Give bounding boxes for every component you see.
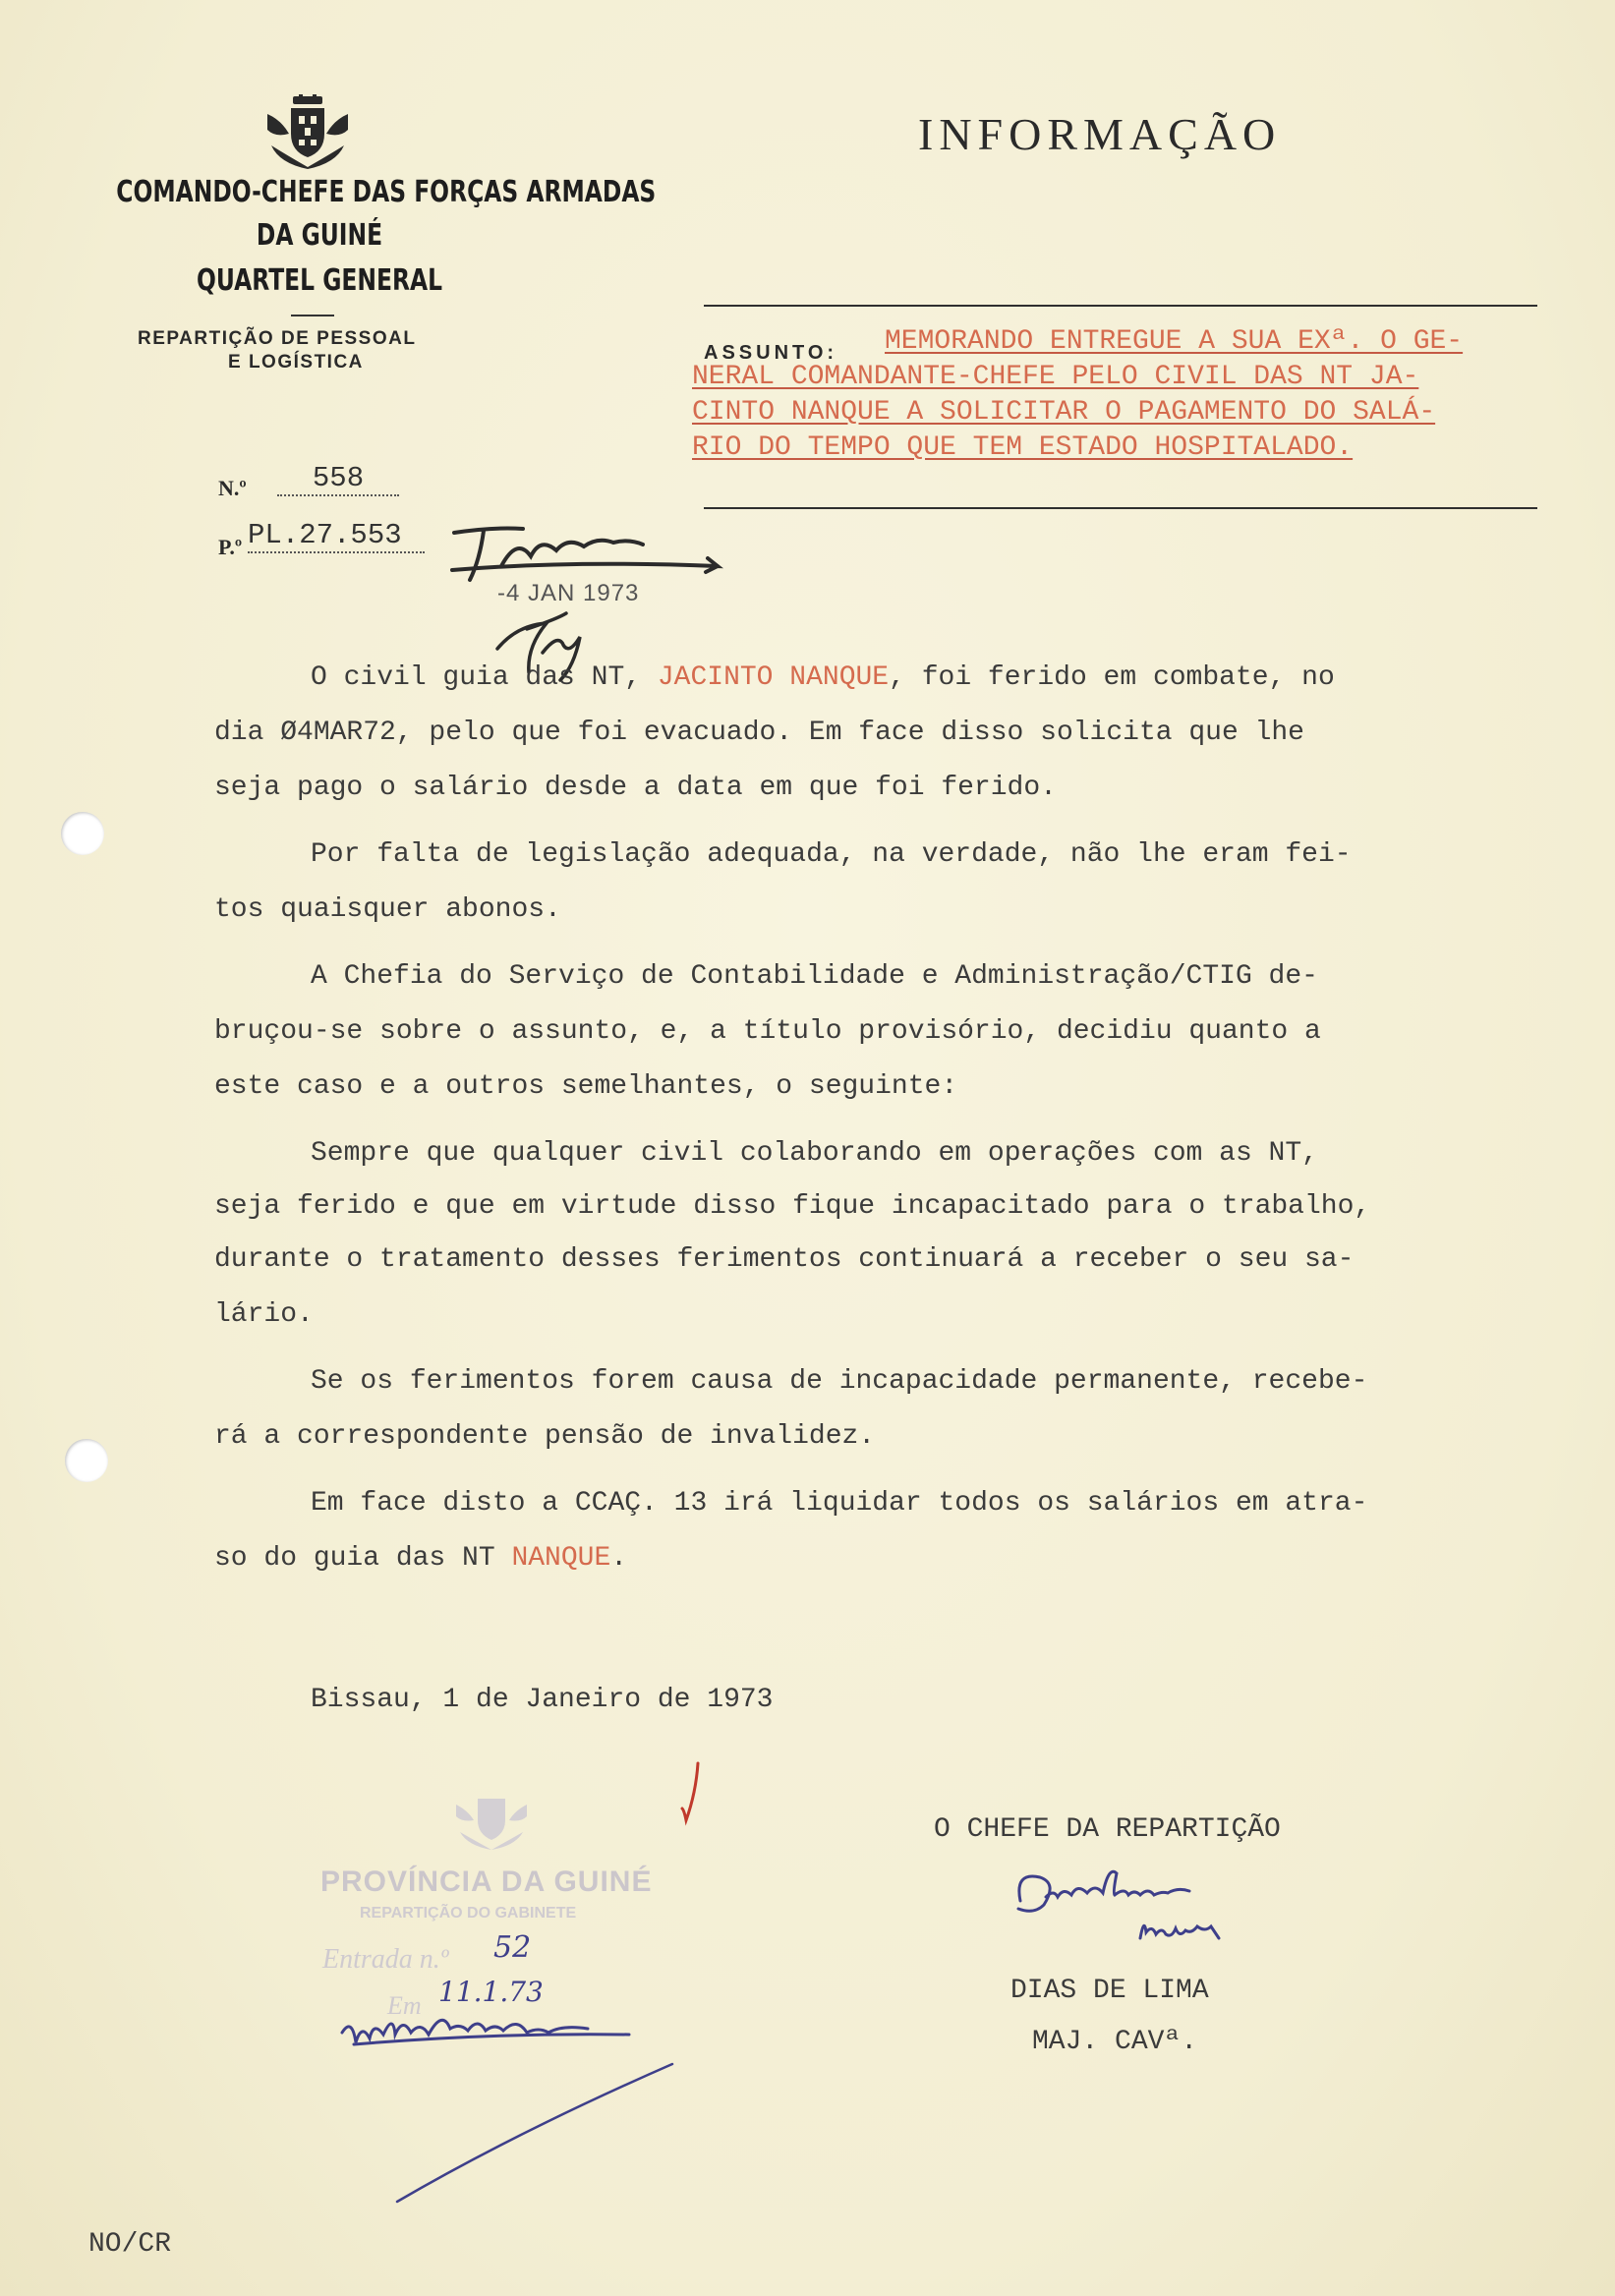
signer-rank: MAJ. CAVª. xyxy=(1032,2027,1198,2057)
body-line: A Chefia do Serviço de Contabilidade e Administração/CTIG de- xyxy=(311,961,1318,992)
coat-of-arms-icon xyxy=(263,94,352,171)
stamp-date-label: Em xyxy=(387,1991,422,2020)
body-line: dia Ø4MAR72, pelo que foi evacuado. Em face disso solicita que lhe xyxy=(214,718,1304,748)
body-text: O civil guia das NT, xyxy=(311,662,658,693)
body-text: , foi ferido em combate, no xyxy=(889,662,1335,693)
signature xyxy=(1003,1858,1356,1966)
letterhead-line: COMANDO-CHEFE DAS FORÇAS ARMADAS xyxy=(116,175,657,209)
pen-stroke xyxy=(393,2054,688,2211)
process-number: PL.27.553 xyxy=(248,519,425,553)
body-line: lário. xyxy=(214,1299,314,1330)
process-label: P.º xyxy=(218,535,243,559)
letterhead-line: DA GUINÉ xyxy=(256,218,383,253)
body-line: seja pago o salário desde a data em que foi ferido. xyxy=(214,773,1057,803)
body-line: bruçou-se sobre o assunto, e, a título provisório, decidiu quanto a xyxy=(214,1016,1321,1047)
body-text: so do guia das NT xyxy=(214,1543,512,1574)
subject-rule xyxy=(704,305,1537,307)
punch-hole xyxy=(65,1439,108,1482)
stamp-entry-number: 52 xyxy=(493,1930,532,1965)
body-line: durante o tratamento desses ferimentos continuará a receber o seu sa- xyxy=(214,1244,1355,1275)
body-text: . xyxy=(610,1543,628,1574)
stamp-title: PROVÍNCIA DA GUINÉ xyxy=(320,1866,653,1898)
body-line xyxy=(214,1543,627,1574)
letterhead-line: QUARTEL GENERAL xyxy=(196,263,443,298)
body-line: este caso e a outros semelhantes, o seguinte: xyxy=(214,1071,958,1102)
reference-code: NO/CR xyxy=(88,2229,172,2260)
handwritten-initials xyxy=(433,511,727,590)
punch-hole xyxy=(61,812,104,855)
body-line: Em face disto a CCAÇ. 13 irá liquidar todos os salários em atra- xyxy=(311,1488,1368,1519)
document-number: 558 xyxy=(277,462,399,496)
subject-line: NERAL COMANDANTE-CHEFE PELO CIVIL DAS NT JA- xyxy=(692,362,1419,392)
subject-label: ASSUNTO: xyxy=(704,342,838,364)
subject-line: MEMORANDO ENTREGUE A SUA EXª. O GE- xyxy=(885,326,1464,357)
document-title: INFORMAÇÃO xyxy=(918,109,1282,159)
number-label: N.º xyxy=(218,476,247,500)
subject-line: CINTO NANQUE A SOLICITAR O PAGAMENTO DO SALÁ- xyxy=(692,397,1436,428)
body-line: rá a correspondente pensão de invalidez. xyxy=(214,1421,876,1452)
person-name: NANQUE xyxy=(511,1543,611,1574)
department-name: E LOGÍSTICA xyxy=(228,352,364,373)
subject-rule xyxy=(704,507,1537,509)
body-line: Sempre que qualquer civil colaborando em operações com as NT, xyxy=(311,1138,1318,1169)
stamp-entry-date: 11.1.73 xyxy=(438,1976,544,2008)
body-line: seja ferido e que em virtude disso fique incapacitado para o trabalho, xyxy=(214,1191,1371,1222)
letterhead-divider xyxy=(291,315,334,316)
body-line: tos quaisquer abonos. xyxy=(214,894,561,925)
stamp-entry-label: Entrada n.º xyxy=(322,1944,449,1975)
received-date-stamp: -4 JAN 1973 xyxy=(497,580,640,606)
signer-name: DIAS DE LIMA xyxy=(1010,1976,1209,2006)
department-name: REPARTIÇÃO DE PESSOAL xyxy=(138,328,417,349)
place-date: Bissau, 1 de Janeiro de 1973 xyxy=(311,1685,774,1715)
body-line xyxy=(311,662,1335,693)
stamp-crest-icon xyxy=(452,1789,531,1852)
person-name: JACINTO NANQUE xyxy=(657,662,890,693)
stamp-subtitle: REPARTIÇÃO DO GABINETE xyxy=(360,1905,577,1922)
subject-line: RIO DO TEMPO QUE TEM ESTADO HOSPITALADO. xyxy=(692,432,1354,463)
body-line: Se os ferimentos forem causa de incapacidade permanente, recebe- xyxy=(311,1366,1368,1397)
body-line: Por falta de legislação adequada, na verdade, não lhe eram fei- xyxy=(311,839,1352,870)
signer-title: O CHEFE DA REPARTIÇÃO xyxy=(934,1814,1281,1845)
